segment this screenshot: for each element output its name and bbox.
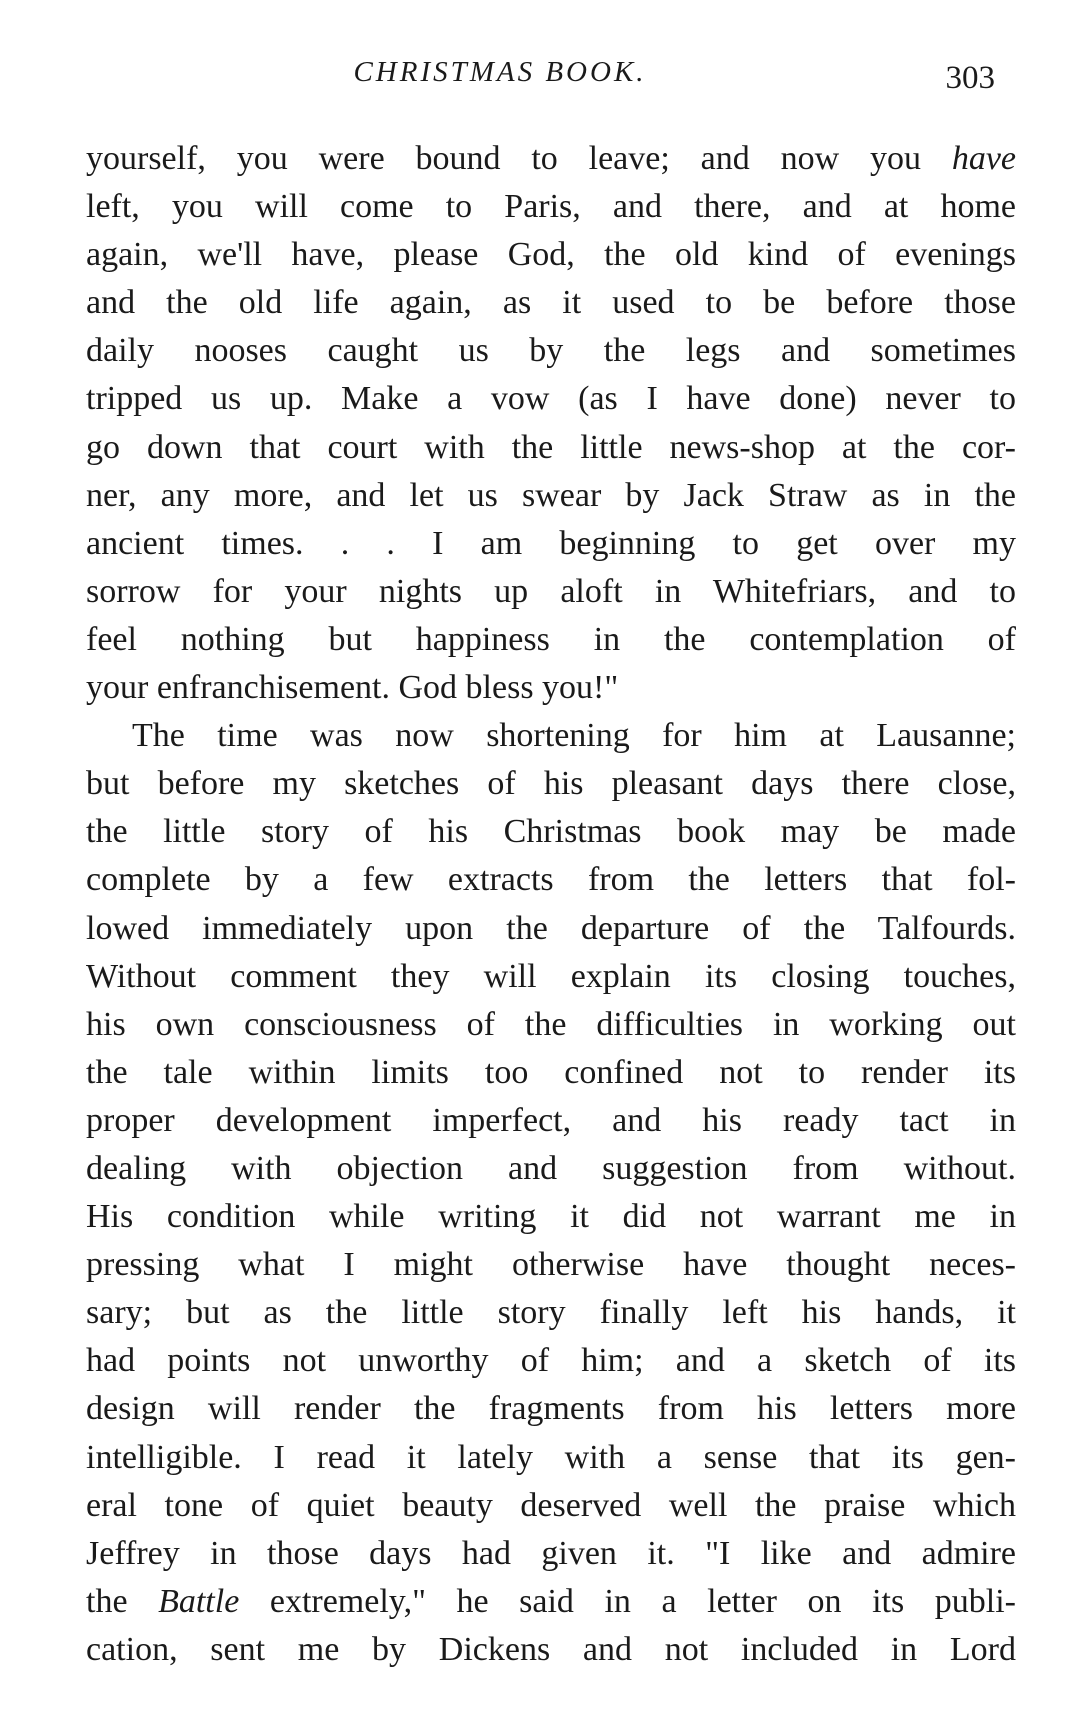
text-line: left, you will come to Paris, and there, and at home [86, 188, 1016, 226]
text-line: design will render the fragments from his letters more [86, 1390, 1016, 1428]
text-line: and the old life again, as it used to be before those [86, 284, 1016, 322]
paragraph-end-line: your enfranchisement. God bless you!" [86, 669, 619, 707]
text-line: dealing with objection and suggestion from without. [86, 1149, 1016, 1187]
text-line: the little story of his Christmas book may be made [86, 813, 1016, 851]
text-line: daily nooses caught us by the legs and sometimes [86, 332, 1016, 370]
running-head: CHRISTMAS BOOK. [353, 56, 647, 88]
text-line: tripped us up. Make a vow (as I have done) never to [86, 380, 1016, 418]
text-line: ner, any more, and let us swear by Jack Straw as in the [86, 476, 1016, 514]
text-line: Without comment they will explain its closing touches, [86, 957, 1016, 995]
paragraph-start-line: The time was now shortening for him at Lausanne; [132, 717, 1016, 755]
text-line: eral tone of quiet beauty deserved well the praise which [86, 1486, 1016, 1524]
text-line: pressing what I might otherwise have thought neces- [86, 1246, 1016, 1284]
page-header [0, 52, 1075, 96]
page-number: 303 [945, 60, 995, 96]
text-line: complete by a few extracts from the letters that fol- [86, 861, 1016, 899]
text-line: His condition while writing it did not warrant me in [86, 1198, 1016, 1236]
body-text [86, 135, 1016, 1674]
text-line: go down that court with the little news-shop at the cor- [86, 428, 1016, 466]
text-line: feel nothing but happiness in the contemplation of [86, 620, 1016, 658]
text-line: lowed immediately upon the departure of the Talfourds. [86, 909, 1016, 947]
text-line: had points not unworthy of him; and a sketch of its [86, 1342, 1016, 1380]
text-line: intelligible. I read it lately with a sense that its gen- [86, 1438, 1016, 1476]
text-line: sorrow for your nights up aloft in Whitefriars, and to [86, 572, 1016, 610]
text-line: proper development imperfect, and his ready tact in [86, 1101, 1016, 1139]
text-line: ancient times. . . I am beginning to get over my [86, 524, 1016, 562]
text-line: the tale within limits too confined not to render its [86, 1053, 1016, 1091]
text-line: again, we'll have, please God, the old kind of evenings [86, 236, 1016, 274]
text-line: his own consciousness of the difficulties in working out [86, 1005, 1016, 1043]
text-line: sary; but as the little story finally left his hands, it [86, 1294, 1016, 1332]
text-line: Jeffrey in those days had given it. "I like and admire [86, 1534, 1016, 1572]
text-line: the Battle extremely," he said in a letter on its publi- [86, 1582, 1016, 1620]
text-line: but before my sketches of his pleasant days there close, [86, 765, 1016, 803]
text-line: yourself, you were bound to leave; and now you have [86, 140, 1016, 177]
text-line: cation, sent me by Dickens and not included in Lord [86, 1630, 1016, 1668]
